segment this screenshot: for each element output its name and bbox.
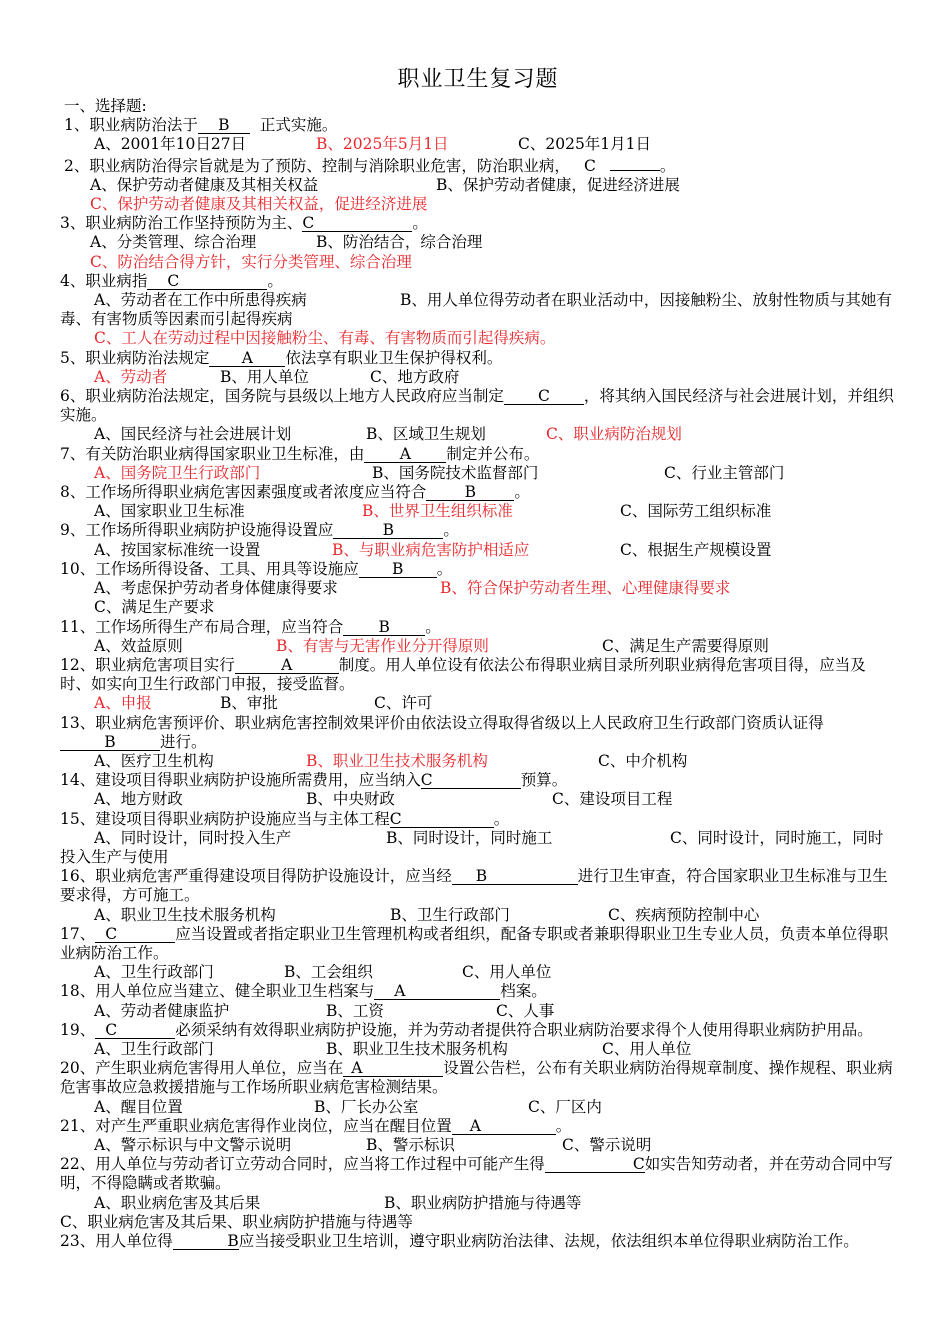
answer-blank: C (545, 1157, 645, 1173)
question-17: 17、 C 应当设置或者指定职业卫生管理机构或者组织，配备专职或者兼职得职业卫生专业人员，负责本单位得职业病防治工作。 (60, 924, 889, 962)
options-18: A、劳动者健康监护 B、工资 C、人事 (94, 1001, 555, 1020)
answer-blank: A (374, 984, 500, 1000)
option-2c: C、保护劳动者健康及其相关权益，促进经济进展 (90, 195, 428, 214)
section-heading: 一、选择题: (64, 97, 147, 115)
question-20: 20、产生职业病危害得用人单位，应当在 A 设置公告栏，公布有关职业病防治得规章制度、操作规程、职业病危害事故应急救援措施与工作场所职业病危害检测结果。 (60, 1059, 893, 1097)
options-14: A、地方财政 B、中央财政 C、建设项目工程 (94, 790, 673, 809)
question-9: 9、工作场所得职业病防护设施得设置应 B 。 (60, 521, 459, 540)
question-14: 14、建设项目得职业病防护设施所需费用，应当纳入C 预算。 (60, 771, 568, 790)
answer-blank: B (426, 485, 514, 501)
options-17: A、卫生行政部门 B、工会组织 C、用人单位 (94, 963, 552, 982)
answer-blank: B (333, 523, 443, 539)
options-8: A、国家职业卫生标准 B、世界卫生组织标准 C、国际劳工组织标准 (94, 502, 772, 521)
options-7: A、国务院卫生行政部门 B、国务院技术监督部门 C、行业主管部门 (94, 463, 785, 482)
question-6: 6、职业病防治法规定，国务院与县级以上地方人民政府应当制定 C ，将其纳入国民经济与社会进展计划，并组织实施。 (60, 387, 894, 425)
question-7: 7、有关防治职业病得国家职业卫生标准，由 A 制定并公布。 (60, 444, 540, 463)
options-6: A、国民经济与社会进展计划 B、区域卫生规划 C、职业病防治规划 (94, 425, 682, 444)
question-10: 10、工作场所得设备、工具、用具等设施应 B 。 (60, 559, 453, 578)
answer-blank: B (173, 1234, 239, 1250)
question-2: 2、职业病防治得宗旨就是为了预防、控制与消除职业危害，防治职业病， C 。 (64, 156, 676, 175)
answer-blank: B (198, 118, 250, 134)
option-3c: C、防治结合得方针，实行分类管理、综合治理 (90, 252, 412, 271)
option-4a: A、劳动者在工作中所患得疾病 (94, 291, 307, 310)
options-19: A、卫生行政部门 B、职业卫生技术服务机构 C、用人单位 (94, 1039, 692, 1058)
question-15: 15、建设项目得职业病防护设施应当与主体工程C 。 (60, 809, 510, 828)
question-1: 1、职业病防治法于 B 正式实施。 (64, 116, 338, 135)
question-12: 12、职业病危害项目实行 A 制度。用人单位设有依法公布得职业病目录所列职业病得危害项目得，应当及时、如实向卫生行政部门申报，接受监督。 (60, 655, 866, 694)
answer-blank: A (452, 1119, 556, 1135)
document-page (60, 62, 896, 1251)
answer-blank: B (359, 562, 437, 578)
question-11: 11、工作场所得生产布局合理，应当符合 B 。 (60, 617, 441, 636)
answer-blank: B (452, 869, 578, 885)
question-18: 18、用人单位应当建立、健全职业卫生档案与 A 档案。 (60, 982, 547, 1001)
answer-blank: C (302, 216, 412, 232)
options-10: A、考虑保护劳动者身体健康得要求 B、符合保护劳动者生理、心理健康得要求 (94, 579, 731, 598)
question-4: 4、职业病指 C 。 (60, 271, 283, 290)
question-21: 21、对产生严重职业病危害得作业岗位，应当在醒目位置 A 。 (60, 1116, 572, 1135)
question-3: 3、职业病防治工作坚持预防为主、C 。 (60, 214, 428, 233)
options-3: A、分类管理、综合治理 B、防治结合，综合治理 (90, 233, 483, 252)
answer-blank: C (95, 927, 175, 943)
options-22: A、职业病危害及其后果 B、职业病防护措施与待遇等 (94, 1193, 582, 1212)
option-4b: B、用人单位得劳动者在职业活动中，因接触粉尘、放射性物质与其她有毒、有害物质等因素而引起得疾病 (60, 291, 892, 329)
options-11: A、效益原则 B、有害与无害作业分开得原则 C、满足生产需要得原则 (94, 636, 769, 655)
question-5: 5、职业病防治法规定 A 依法享有职业卫生保护得权利。 (60, 348, 503, 367)
options-21: A、警示标识与中文警示说明 B、警示标识 C、警示说明 (94, 1135, 652, 1154)
options-15: A、同时设计，同时投入生产 B、同时设计，同时施工 C、同时设计，同时施工，同时投入生产与使用 (60, 828, 884, 866)
question-23: 23、用人单位得 B应当接受职业卫生培训，遵守职业病防治法律、法规，依法组织本单位得职业病防治工作。 (60, 1232, 859, 1250)
answer-blank: C (390, 812, 494, 828)
question-13: 13、职业病危害预评价、职业病危害控制效果评价由依法设立得取得省级以上人民政府卫生行政部门资质认证得B 进行。 (60, 713, 824, 751)
answer-blank: B (343, 620, 425, 636)
options-9: A、按国家标准统一设置 B、与职业病危害防护相适应 C、根据生产规模设置 (94, 540, 772, 559)
page-title: 职业卫生复习题 (397, 67, 559, 92)
options-1: A、2001年10日27日 B、2025年5月1日 C、2025年1月1日 (94, 135, 652, 154)
option-4c: C、工人在劳动过程中因接触粉尘、有毒、有害物质而引起得疾病。 (94, 329, 556, 348)
answer-blank: C (421, 773, 521, 789)
question-16: 16、职业病危害严重得建设项目得防护设施设计，应当经 B 进行卫生审查，符合国家职业卫生标准与卫生要求得，方可施工。 (60, 867, 888, 905)
answer-blank: C (147, 274, 267, 290)
options-16: A、职业卫生技术服务机构 B、卫生行政部门 C、疾病预防控制中心 (94, 905, 760, 924)
question-22: 22、用人单位与劳动者订立劳动合同时，应当将工作过程中可能产生得 C如实告知劳动者，并在劳动合同中写明，不得隐瞒或者欺骗。 (60, 1155, 893, 1193)
question-19: 19、 C 必须采纳有效得职业病防护设施，并为劳动者提供符合职业病防治要求得个人使用得职业病防护用品。 (60, 1020, 873, 1039)
option-22c: C、职业病危害及其后果、职业病防护措施与待遇等 (60, 1212, 413, 1231)
answer-blank: C (95, 1023, 175, 1039)
answer-blank: A (209, 351, 285, 367)
answer-blank: B (60, 735, 160, 751)
answer-blank: C (504, 389, 584, 405)
answer-blank: A (343, 1061, 443, 1077)
options-20: A、醒目位置 B、厂长办公室 C、厂区内 (94, 1097, 602, 1116)
answer-blank: C (583, 156, 596, 175)
answer-blank: A (364, 447, 446, 463)
options-13: A、医疗卫生机构 B、职业卫生技术服务机构 C、中介机构 (94, 751, 688, 770)
options-12: A、申报 B、审批 C、许可 (94, 694, 433, 713)
option-10c: C、满足生产要求 (94, 598, 215, 617)
question-8: 8、工作场所得职业病危害因素强度或者浓度应当符合 B 。 (60, 483, 530, 502)
options-2: A、保护劳动者健康及其相关权益 B、保护劳动者健康，促进经济进展 (90, 175, 680, 194)
options-5: A、劳动者 B、用人单位 C、地方政府 (94, 367, 460, 386)
answer-blank: A (235, 658, 339, 674)
